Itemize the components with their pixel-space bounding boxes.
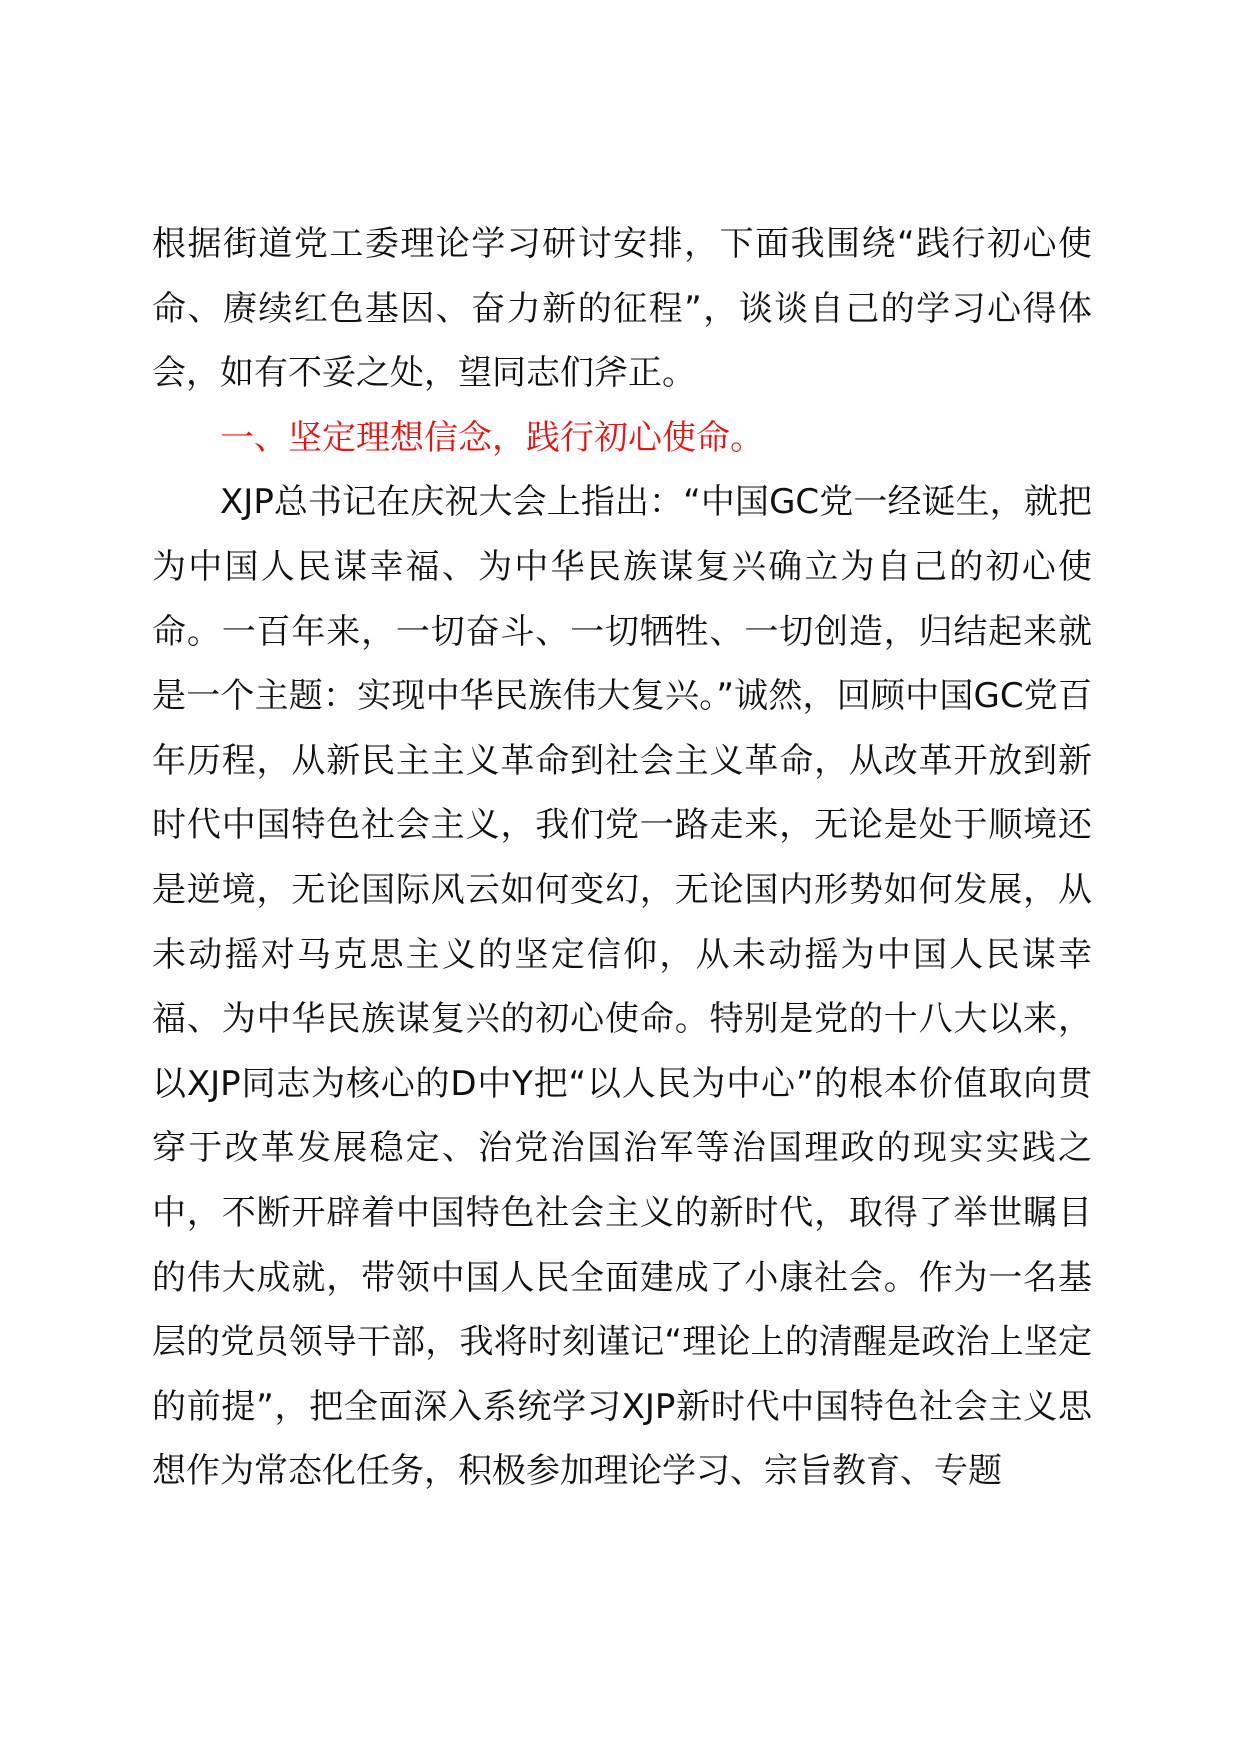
- body-paragraph: XJP总书记在庆祝大会上指出：“中国GC党一经诞生，就把为中国人民谋幸福、为中华民族谋复兴确立为自己的初心使命。一百年来，一切奋斗、一切牺牲、一切创造，归结起来就是一个主题：实现中华民族伟大复兴。”诚然，回顾中国GC党百年历程，从新民主主义革命到社会主义革命，从改革开放到新时代中国特色社会主义，我们党一路走来，无论是处于顺境还是逆境，无论国际风云如何变幻，无论国内形势如何发展，从未动摇对马克思主义的坚定信仰，从未动摇为中国人民谋幸福、为中华民族谋复兴的初心使命。特别是党的十八大以来，以XJP同志为核心的D中Y把“以人民为中心”的根本价值取向贯穿于改革发展稳定、治党治国治军等治国理政的现实实践之中，不断开辟着中国特色社会主义的新时代，取得了举世瞩目的伟大成就，带领中国人民全面建成了小康社会。作为一名基层的党员领导干部，我将时刻谨记“理论上的清醒是政治上坚定的前提”，把全面深入系统学习XJP新时代中国特色社会主义思想作为常态化任务，积极参加理论学习、宗旨教育、专题: [152, 482, 1092, 1492]
- intro-paragraph: 根据街道党工委理论学习研讨安排，下面我围绕“践行初心使命、赓续红色基因、奋力新的征程”，谈谈自己的学习心得体会，如有不妥之处，望同志们斧正。: [152, 224, 1092, 394]
- section-heading: 一、坚定理想信念，践行初心使命。: [220, 417, 764, 458]
- document-body: [152, 212, 1092, 1504]
